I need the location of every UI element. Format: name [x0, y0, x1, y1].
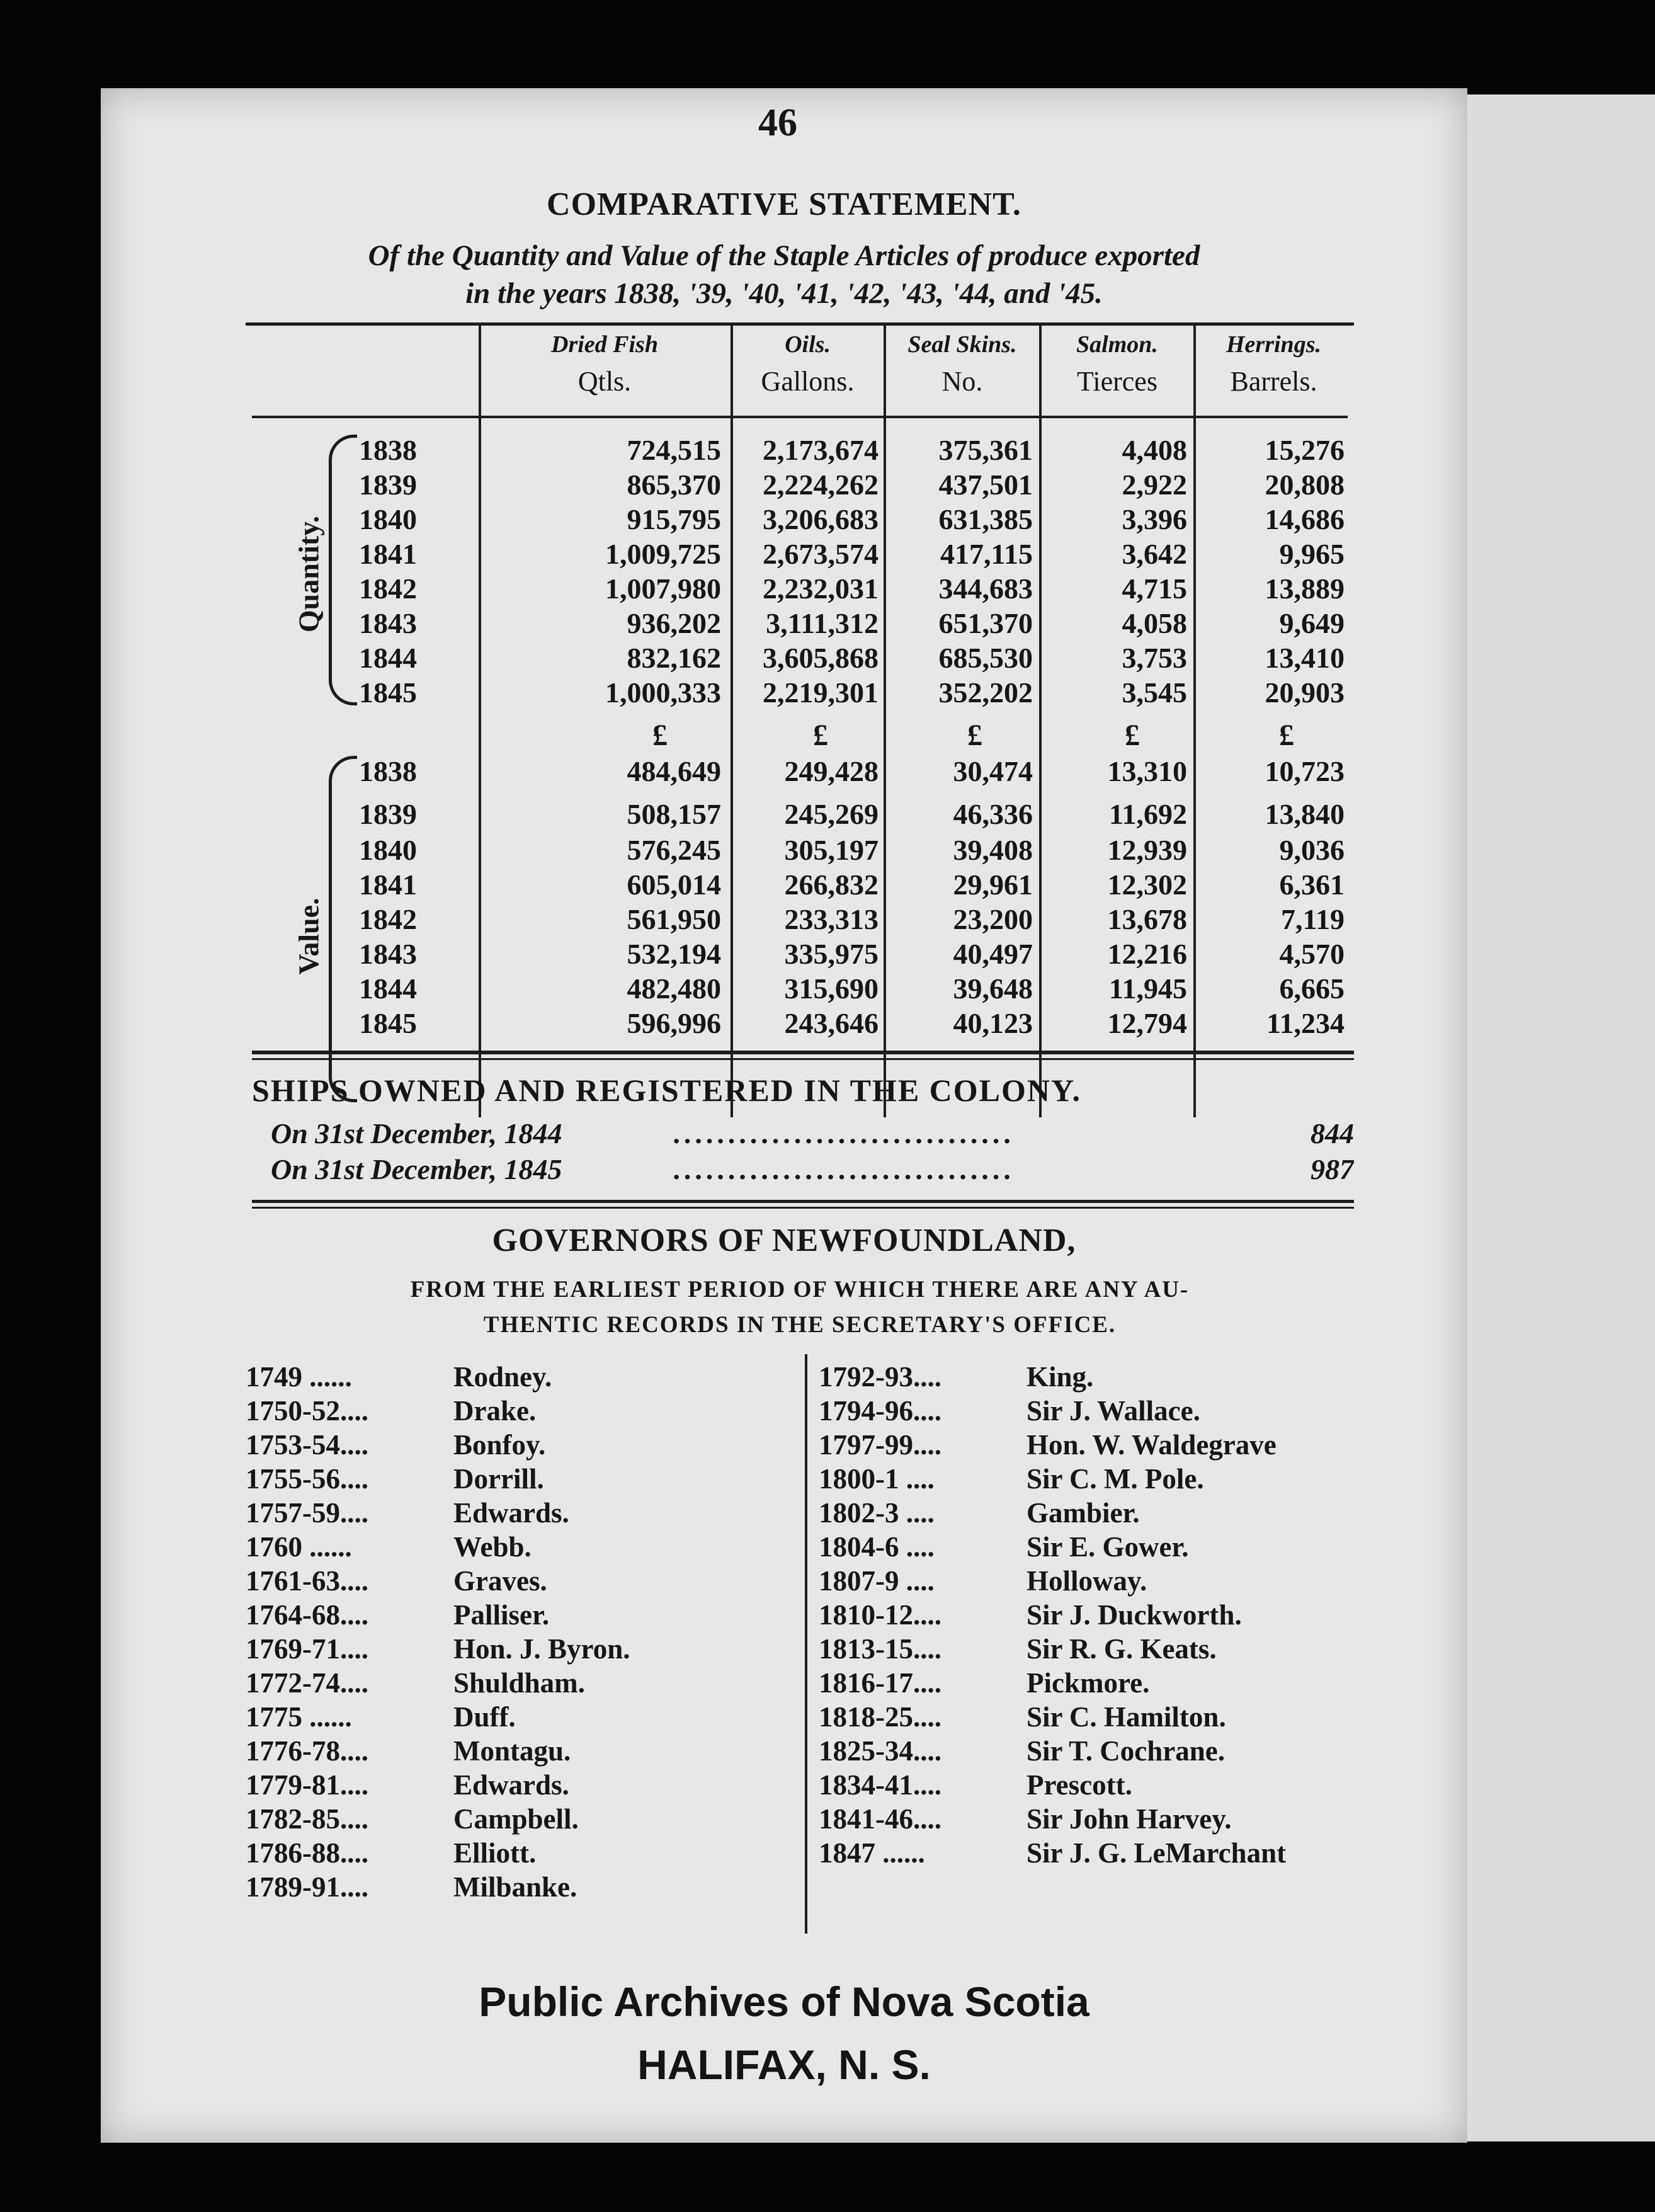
- table-cell: 3,605,868: [763, 642, 879, 674]
- table-cell: 2,673,574: [763, 538, 879, 570]
- currency-symbol: £: [1125, 719, 1140, 752]
- column-unit-herrings: Barrels.: [1230, 366, 1317, 397]
- table-cell: 532,194: [627, 938, 721, 970]
- table-cell: 13,678: [1107, 903, 1187, 935]
- table-cell: 936,202: [627, 607, 721, 639]
- governor-years: 1760 ......: [246, 1531, 352, 1563]
- governor-entry: [246, 1871, 806, 1905]
- governor-name: Sir E. Gower.: [1027, 1531, 1189, 1563]
- governor-entry: [819, 1599, 1367, 1633]
- facing-page-edge: [1467, 94, 1655, 2141]
- ships-bottom-rule: [252, 1200, 1354, 1203]
- table-cell: 437,501: [938, 469, 1033, 501]
- table-cell: 631,385: [938, 503, 1033, 535]
- table-cell: 14,686: [1265, 503, 1345, 535]
- ships-line-label: On 31st December, 1845: [271, 1153, 562, 1185]
- governor-name: Sir J. Wallace.: [1027, 1395, 1200, 1427]
- governor-name: King.: [1027, 1361, 1094, 1393]
- table-cell: 249,428: [784, 755, 879, 787]
- governor-entry: [819, 1462, 1367, 1497]
- year-cell: 1841: [359, 538, 417, 570]
- table-cell: 233,313: [784, 903, 879, 935]
- table-cell: 2,232,031: [763, 573, 879, 605]
- table-row: [101, 641, 1467, 675]
- table-cell: 576,245: [627, 834, 721, 866]
- table-cell: 352,202: [938, 676, 1033, 709]
- table-cell: 245,269: [784, 798, 879, 830]
- governor-years: 1753-54....: [246, 1429, 368, 1461]
- governor-years: 1789-91....: [246, 1871, 368, 1903]
- table-cell: 482,480: [627, 972, 721, 1005]
- table-header-rule: [252, 416, 1348, 418]
- governor-years: 1782-85....: [246, 1803, 368, 1835]
- ships-count: 844: [1311, 1117, 1354, 1149]
- governor-years: 1764-68....: [246, 1599, 368, 1631]
- table-row: [101, 755, 1467, 789]
- table-cell: 3,396: [1122, 503, 1187, 535]
- table-cell: 724,515: [627, 434, 721, 466]
- governor-entry: [819, 1531, 1367, 1565]
- table-row: [101, 537, 1467, 571]
- governor-name: Graves.: [453, 1565, 547, 1597]
- ships-title: SHIPS OWNED AND REGISTERED IN THE COLONY.: [252, 1073, 1082, 1108]
- table-cell: 605,014: [627, 869, 721, 901]
- table-cell: 4,715: [1122, 573, 1187, 605]
- page-number: 46: [758, 101, 797, 144]
- governor-name: Gambier.: [1027, 1497, 1140, 1529]
- table-cell: 3,642: [1122, 538, 1187, 570]
- governor-years: 1797-99....: [819, 1429, 941, 1461]
- statement-subtitle-line-1: Of the Quantity and Value of the Staple Articles of produce exported: [368, 239, 1200, 272]
- governor-years: 1750-52....: [246, 1395, 368, 1427]
- governor-entry: [819, 1667, 1367, 1701]
- governor-years: 1804-6 ....: [819, 1531, 935, 1563]
- governor-years: 1841-46....: [819, 1803, 941, 1835]
- table-cell: 2,219,301: [763, 676, 879, 709]
- table-row: [101, 868, 1467, 902]
- governor-entry: [246, 1701, 806, 1735]
- year-cell: 1842: [359, 573, 417, 605]
- table-cell: 1,009,725: [605, 538, 721, 570]
- table-cell: 9,965: [1279, 538, 1345, 570]
- governor-entry: [819, 1837, 1367, 1871]
- table-cell: 7,119: [1281, 903, 1345, 935]
- table-row: [101, 1006, 1467, 1040]
- governor-name: Montagu.: [453, 1735, 571, 1767]
- year-cell: 1839: [359, 469, 417, 501]
- governor-entry: [819, 1394, 1367, 1428]
- governor-years: 1786-88....: [246, 1837, 368, 1869]
- table-cell: 13,410: [1265, 642, 1345, 674]
- governor-entry: [819, 1497, 1367, 1531]
- table-cell: 3,111,312: [766, 607, 879, 639]
- year-cell: 1840: [359, 834, 417, 866]
- governors-subtitle-line-2: THENTIC RECORDS IN THE SECRETARY'S OFFICE.: [483, 1312, 1117, 1338]
- table-cell: 4,570: [1279, 938, 1345, 970]
- table-row: [101, 503, 1467, 537]
- column-unit-oils: Gallons.: [761, 366, 855, 397]
- table-cell: 4,408: [1122, 434, 1187, 466]
- year-cell: 1843: [359, 938, 417, 970]
- year-cell: 1843: [359, 607, 417, 639]
- governor-years: 1825-34....: [819, 1735, 941, 1767]
- governor-name: Dorrill.: [453, 1463, 544, 1495]
- table-cell: 20,808: [1265, 469, 1345, 501]
- currency-symbol: £: [652, 719, 668, 752]
- column-header-salmon: Salmon.: [1076, 331, 1158, 358]
- governor-entry: [819, 1565, 1367, 1599]
- governor-name: Bonfoy.: [453, 1429, 546, 1461]
- ships-line-label: On 31st December, 1844: [271, 1117, 562, 1149]
- table-cell: 315,690: [784, 972, 879, 1005]
- dot-leader: ...............................: [674, 1117, 1016, 1149]
- table-row: [101, 468, 1467, 502]
- governor-years: 1794-96....: [819, 1395, 941, 1427]
- table-cell: 9,649: [1279, 607, 1345, 639]
- governor-years: 1813-15....: [819, 1633, 941, 1665]
- table-cell: 9,036: [1279, 834, 1345, 866]
- table-cell: 243,646: [784, 1007, 879, 1039]
- governor-years: 1761-63....: [246, 1565, 368, 1597]
- governor-name: Palliser.: [453, 1599, 550, 1631]
- governor-name: Shuldham.: [453, 1667, 585, 1699]
- table-cell: 832,162: [627, 642, 721, 674]
- ships-count: 987: [1311, 1153, 1354, 1185]
- governor-name: Webb.: [453, 1531, 532, 1563]
- table-cell: 4,058: [1122, 607, 1187, 639]
- table-cell: 2,173,674: [763, 434, 879, 466]
- governor-entry: [246, 1803, 806, 1837]
- governor-entry: [246, 1462, 806, 1497]
- governor-years: 1818-25....: [819, 1701, 941, 1733]
- governor-entry: [819, 1633, 1367, 1667]
- table-row: [101, 937, 1467, 971]
- table-cell: 1,007,980: [605, 573, 721, 605]
- table-cell: 375,361: [938, 434, 1033, 466]
- year-cell: 1845: [359, 676, 417, 709]
- governor-years: 1807-9 ....: [819, 1565, 935, 1597]
- document-page: [101, 88, 1467, 2143]
- governor-name: Rodney.: [453, 1361, 552, 1393]
- year-cell: 1844: [359, 642, 417, 674]
- governor-name: Sir J. Duckworth.: [1027, 1599, 1242, 1631]
- table-cell: 561,950: [627, 903, 721, 935]
- table-cell: 11,234: [1266, 1007, 1345, 1039]
- governor-entry: [246, 1769, 806, 1803]
- table-cell: 29,961: [953, 869, 1033, 901]
- governor-name: Milbanke.: [453, 1871, 577, 1903]
- governor-years: 1834-41....: [819, 1769, 941, 1801]
- table-row: [101, 903, 1467, 937]
- year-cell: 1845: [359, 1007, 417, 1039]
- table-row: [101, 833, 1467, 867]
- table-row: [101, 972, 1467, 1006]
- year-cell: 1838: [359, 755, 417, 787]
- year-cell: 1838: [359, 434, 417, 466]
- archive-stamp-line-2: HALIFAX, N. S.: [637, 2041, 931, 2088]
- governor-years: 1775 ......: [246, 1701, 352, 1733]
- governor-entry: [246, 1735, 806, 1769]
- governor-name: Hon. J. Byron.: [453, 1633, 630, 1665]
- table-cell: 508,157: [627, 798, 721, 830]
- year-cell: 1842: [359, 903, 417, 935]
- column-unit-seal-skins: No.: [941, 366, 983, 397]
- governor-entry: [819, 1735, 1367, 1769]
- quantity-label: Quantity.: [292, 515, 325, 633]
- statement-subtitle: [101, 237, 1467, 312]
- table-cell: 2,922: [1122, 469, 1187, 501]
- governor-years: 1757-59....: [246, 1497, 368, 1529]
- table-cell: 15,276: [1265, 434, 1345, 466]
- governor-name: Holloway.: [1027, 1565, 1147, 1597]
- governor-entry: [819, 1701, 1367, 1735]
- table-cell: 39,648: [953, 972, 1033, 1005]
- table-cell: 11,692: [1109, 798, 1187, 830]
- governor-name: Duff.: [453, 1701, 516, 1733]
- table-cell: 305,197: [784, 834, 879, 866]
- table-top-rule: [246, 322, 1354, 326]
- governors-subtitle-line-1: FROM THE EARLIEST PERIOD OF WHICH THERE ARE ANY AU-: [410, 1277, 1190, 1303]
- table-cell: 39,408: [953, 834, 1033, 866]
- governor-years: 1816-17....: [819, 1667, 941, 1699]
- table-cell: 12,939: [1107, 834, 1187, 866]
- column-header-oils: Oils.: [785, 331, 831, 358]
- table-cell: 23,200: [953, 903, 1033, 935]
- governor-entry: [819, 1803, 1367, 1837]
- ships-line: [271, 1117, 1354, 1153]
- governor-years: 1792-93....: [819, 1361, 941, 1393]
- column-unit-salmon: Tierces: [1077, 366, 1157, 397]
- table-cell: 3,545: [1122, 676, 1187, 709]
- column-header-seal-skins: Seal Skins.: [907, 331, 1017, 358]
- governor-entry: [819, 1428, 1367, 1462]
- table-cell: 6,361: [1279, 869, 1345, 901]
- table-bottom-rule: [252, 1051, 1354, 1054]
- table-cell: 266,832: [784, 869, 879, 901]
- governor-name: Edwards.: [453, 1769, 569, 1801]
- governor-entry: [246, 1837, 806, 1871]
- governor-entry: [246, 1565, 806, 1599]
- currency-symbol: £: [967, 719, 982, 752]
- governor-name: Sir J. G. LeMarchant: [1027, 1837, 1287, 1869]
- governor-years: 1749 ......: [246, 1361, 352, 1393]
- value-label: Value.: [292, 898, 325, 975]
- table-bottom-rule-thin: [252, 1058, 1354, 1060]
- table-cell: 10,723: [1265, 755, 1345, 787]
- table-cell: 11,945: [1109, 972, 1187, 1005]
- governor-years: 1847 ......: [819, 1837, 925, 1869]
- governor-years: 1776-78....: [246, 1735, 368, 1767]
- currency-symbol: £: [1279, 719, 1294, 752]
- table-cell: 417,115: [940, 538, 1033, 570]
- statement-title: COMPARATIVE STATEMENT.: [547, 186, 1021, 222]
- governor-years: 1769-71....: [246, 1633, 368, 1665]
- table-row: [101, 676, 1467, 710]
- governor-name: Elliott.: [453, 1837, 537, 1869]
- year-cell: 1841: [359, 869, 417, 901]
- ships-line: [271, 1153, 1354, 1189]
- governor-name: Hon. W. Waldegrave: [1027, 1429, 1277, 1461]
- table-cell: 13,310: [1107, 755, 1187, 787]
- governor-entry: [246, 1599, 806, 1633]
- table-cell: 12,794: [1107, 1007, 1187, 1039]
- table-cell: 651,370: [938, 607, 1033, 639]
- governor-entry: [819, 1769, 1367, 1803]
- table-cell: 20,903: [1265, 676, 1345, 709]
- governors-subtitle: [252, 1272, 1348, 1343]
- table-cell: 915,795: [627, 503, 721, 535]
- governor-entry: [246, 1633, 806, 1667]
- table-cell: 1,000,333: [605, 676, 721, 709]
- table-cell: 596,996: [627, 1007, 721, 1039]
- governor-name: Sir C. M. Pole.: [1027, 1463, 1204, 1495]
- governor-name: Sir C. Hamilton.: [1027, 1701, 1226, 1733]
- column-unit-dried-fish: Qtls.: [577, 366, 632, 397]
- year-cell: 1839: [359, 798, 417, 830]
- governor-name: Sir T. Cochrane.: [1027, 1735, 1226, 1767]
- governor-years: 1772-74....: [246, 1667, 368, 1699]
- governor-years: 1800-1 ....: [819, 1463, 935, 1495]
- table-cell: 335,975: [784, 938, 879, 970]
- governor-entry: [246, 1667, 806, 1701]
- table-cell: 40,497: [953, 938, 1033, 970]
- table-cell: 30,474: [953, 755, 1033, 787]
- table-row: [101, 572, 1467, 606]
- governor-name: Pickmore.: [1027, 1667, 1150, 1699]
- statement-subtitle-line-2: in the years 1838, '39, '40, '41, '42, '43, '44, and '45.: [465, 277, 1103, 310]
- governor-years: 1779-81....: [246, 1769, 368, 1801]
- table-cell: 344,683: [938, 573, 1033, 605]
- table-cell: 13,840: [1265, 798, 1345, 830]
- governor-name: Sir John Harvey.: [1027, 1803, 1232, 1835]
- year-cell: 1844: [359, 972, 417, 1005]
- governor-years: 1810-12....: [819, 1599, 941, 1631]
- table-cell: 865,370: [627, 469, 721, 501]
- governor-entry: [246, 1497, 806, 1531]
- table-cell: 3,753: [1122, 642, 1187, 674]
- governor-name: Drake.: [453, 1395, 537, 1427]
- governor-years: 1802-3 ....: [819, 1497, 935, 1529]
- governor-entry: [246, 1360, 806, 1394]
- column-header-dried-fish: Dried Fish: [551, 331, 658, 358]
- currency-symbol: £: [813, 719, 828, 752]
- archive-stamp-line-1: Public Archives of Nova Scotia: [479, 1978, 1089, 2025]
- year-cell: 1840: [359, 503, 417, 535]
- dot-leader: ...............................: [674, 1153, 1016, 1185]
- table-row: [101, 433, 1467, 467]
- table-cell: 3,206,683: [763, 503, 879, 535]
- table-cell: 46,336: [953, 798, 1033, 830]
- table-row: [101, 607, 1467, 641]
- governor-years: 1755-56....: [246, 1463, 368, 1495]
- governor-name: Campbell.: [453, 1803, 579, 1835]
- governor-entry: [246, 1531, 806, 1565]
- table-cell: 13,889: [1265, 573, 1345, 605]
- governor-name: Sir R. G. Keats.: [1027, 1633, 1217, 1665]
- ships-bottom-rule-thin: [252, 1207, 1354, 1209]
- table-cell: 484,649: [627, 755, 721, 787]
- governor-entry: [246, 1394, 806, 1428]
- table-cell: 6,665: [1279, 972, 1345, 1005]
- table-cell: 40,123: [953, 1007, 1033, 1039]
- table-cell: 2,224,262: [763, 469, 879, 501]
- table-cell: 12,302: [1107, 869, 1187, 901]
- table-row: [101, 797, 1467, 831]
- governors-title: GOVERNORS OF NEWFOUNDLAND,: [492, 1223, 1076, 1258]
- table-cell: 12,216: [1107, 938, 1187, 970]
- governor-entry: [246, 1428, 806, 1462]
- governor-name: Edwards.: [453, 1497, 569, 1529]
- table-cell: 685,530: [938, 642, 1033, 674]
- governor-entry: [819, 1360, 1367, 1394]
- column-header-herrings: Herrings.: [1226, 331, 1321, 358]
- governor-name: Prescott.: [1027, 1769, 1132, 1801]
